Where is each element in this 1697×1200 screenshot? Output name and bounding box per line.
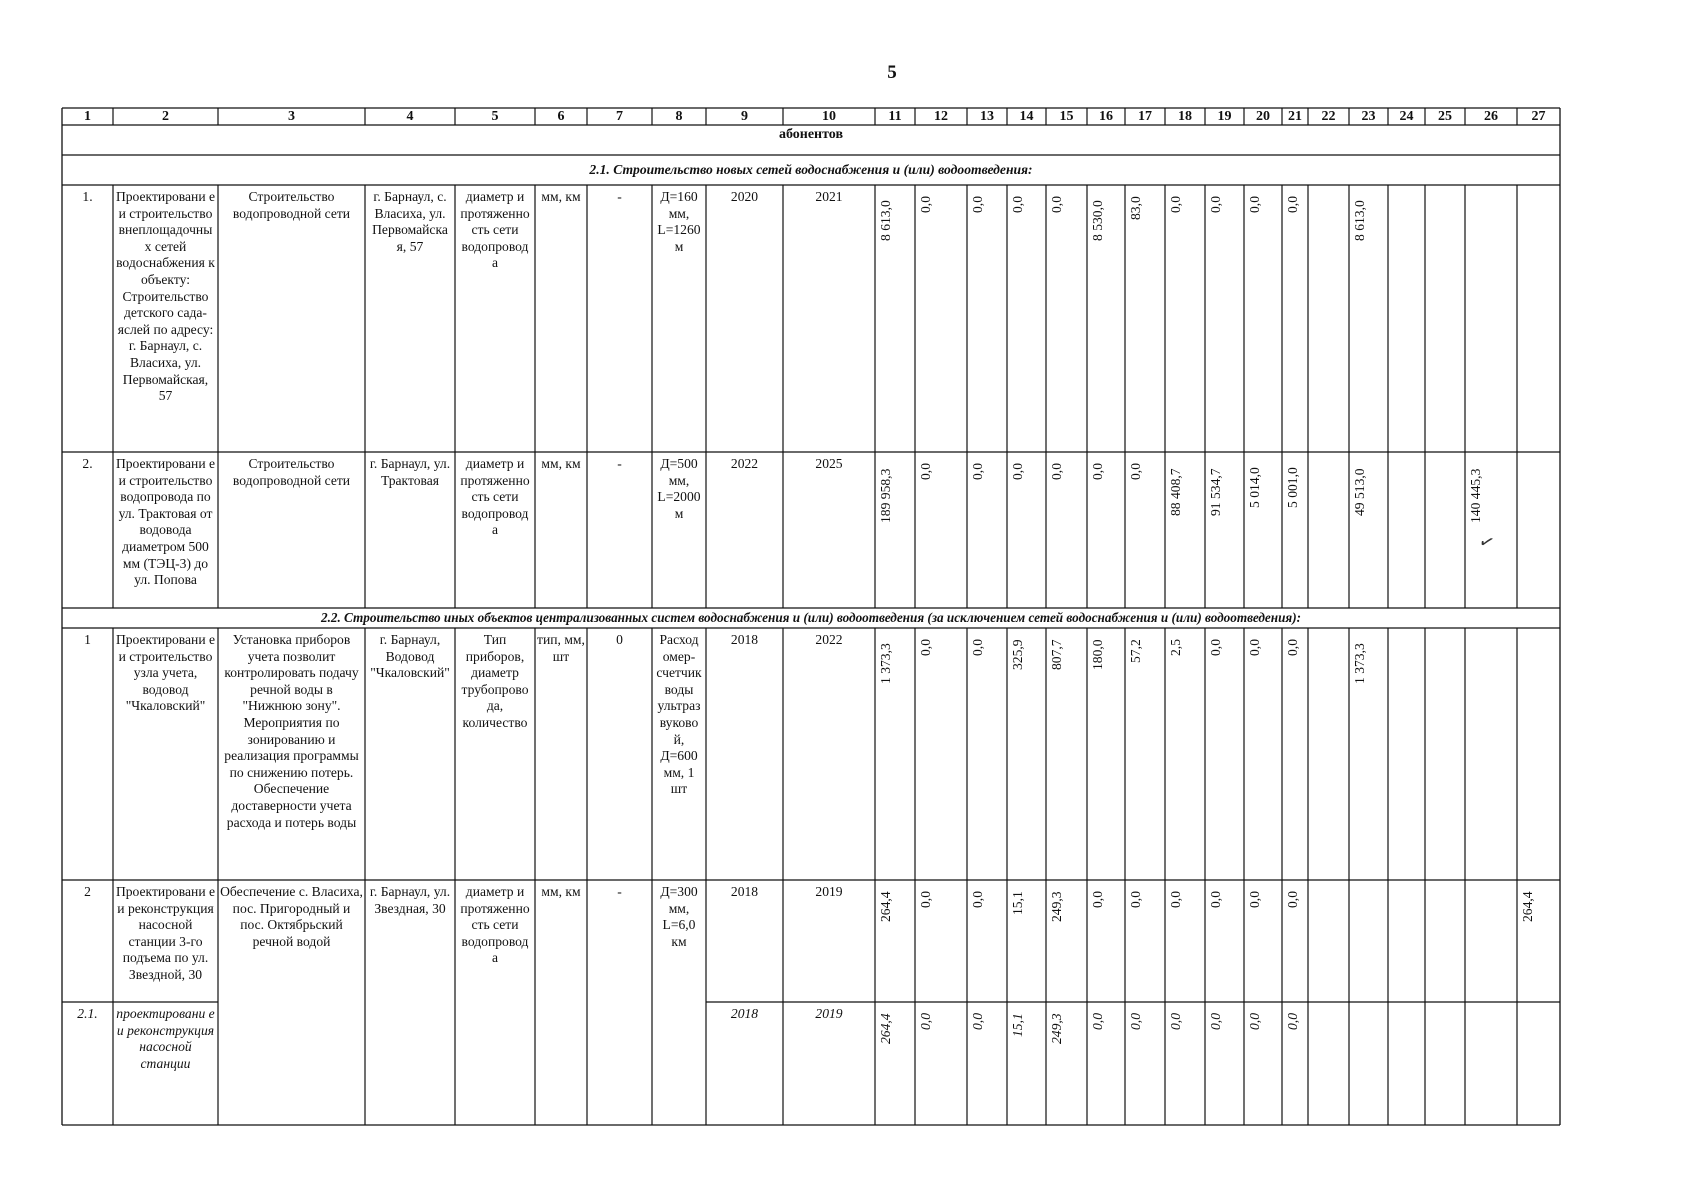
- cell-value-col-23: 8 613,0: [1352, 200, 1367, 242]
- cell-value-col-17: 0,0: [1128, 462, 1143, 480]
- cell-unit: мм, км: [541, 884, 581, 899]
- cell-c8: Д=500 мм, L=2000 м: [657, 456, 701, 521]
- cell-value-col-18: 0,0: [1168, 1012, 1183, 1030]
- cell-value-col-12: 0,0: [918, 638, 933, 656]
- cell-value-col-11: 189 958,3: [878, 468, 893, 523]
- cell-value-col-21: 5 001,0: [1285, 467, 1300, 509]
- column-number-header: 3: [288, 109, 295, 124]
- check-mark: ✓: [1476, 530, 1498, 555]
- cell-value-col-18: 2,5: [1168, 638, 1183, 656]
- column-number-header: 15: [1059, 109, 1074, 124]
- cell-start: 2018: [730, 884, 759, 899]
- cell-name: Проектировани е и реконструкция насосной станции 3-го подъема по ул. Звездной, 30: [115, 884, 216, 982]
- column-number-header: 12: [934, 109, 948, 124]
- cell-value-col-14: 15,1: [1010, 891, 1025, 915]
- cell-num: 1.: [82, 189, 93, 204]
- cell-value-col-11: 1 373,3: [878, 643, 893, 685]
- cell-c8: Расход омер-счетчик воды ультраз вуково й, Д=600 мм, 1 шт: [656, 632, 702, 797]
- column-number-header: 7: [616, 109, 623, 124]
- cell-value-col-20: 0,0: [1247, 890, 1262, 908]
- cell-purpose: Строительство водопроводной сети: [232, 189, 351, 221]
- cell-location: г. Барнаул, ул. Трактовая: [369, 456, 451, 488]
- cell-end: 2022: [815, 632, 843, 647]
- cell-c8: Д=300 мм, L=6,0 км: [660, 884, 698, 949]
- cell-value-col-20: 5 014,0: [1247, 467, 1262, 509]
- column-number-header: 10: [822, 109, 836, 124]
- cell-value-col-11: 8 613,0: [878, 200, 893, 242]
- column-number-header: 22: [1321, 109, 1336, 124]
- cell-value-col-17: 57,2: [1128, 639, 1143, 663]
- column-number-header: 16: [1099, 109, 1113, 124]
- cell-value-col-13: 0,0: [970, 890, 985, 908]
- cell-purpose: Строительство водопроводной сети: [232, 456, 351, 488]
- cell-unit: тип, мм, шт: [537, 632, 585, 664]
- cell-value-col-12: 0,0: [918, 1012, 933, 1030]
- cell-value-col-16: 0,0: [1090, 1012, 1105, 1030]
- cell-value-col-23: 49 513,0: [1352, 468, 1367, 516]
- column-number-header: 1: [84, 109, 91, 124]
- column-number-header: 26: [1484, 109, 1498, 124]
- cell-param: диаметр и протяженно сть сети водопровод а: [460, 189, 530, 271]
- cell-value-col-27: 264,4: [1520, 891, 1535, 922]
- section-heading-2-2: 2.2. Строительство иных объектов централизованных систем водоснабжения и (или) водоотведения (за исключением сетей водоснабжения и (или) водоотведения):: [320, 610, 1302, 625]
- cell-c7: 0: [616, 632, 623, 647]
- cell-unit: мм, км: [541, 456, 581, 471]
- column-number-header: 23: [1361, 109, 1376, 124]
- cell-value-col-19: 0,0: [1208, 1012, 1223, 1030]
- column-number-header: 18: [1178, 109, 1192, 124]
- cell-value-col-20: 0,0: [1247, 195, 1262, 213]
- cell-value-col-11: 264,4: [878, 1013, 893, 1044]
- cell-value-col-17: 83,0: [1128, 196, 1143, 220]
- cell-param: диаметр и протяженно сть сети водопровод а: [460, 884, 530, 966]
- cell-value-col-16: 180,0: [1090, 639, 1105, 670]
- cell-location: г. Барнаул, Водовод "Чкаловский": [370, 632, 450, 681]
- column-number-header: 20: [1256, 109, 1270, 124]
- column-number-header: 21: [1288, 109, 1302, 124]
- cell-value-col-14: 0,0: [1010, 195, 1025, 213]
- cell-c7: -: [617, 884, 622, 899]
- cell-value-col-16: 0,0: [1090, 890, 1105, 908]
- cell-location: г. Барнаул, с. Власиха, ул. Первомайска я, 57: [372, 189, 448, 254]
- column-number-header: 5: [491, 109, 499, 124]
- cell-location: г. Барнаул, ул. Звездная, 30: [369, 884, 451, 916]
- cell-name: Проектировани е и строительство водопровода по ул. Трактовая от водовода диаметром 500 мм (ТЭЦ-3) до ул. Попова: [115, 456, 216, 588]
- cell-value-col-21: 0,0: [1285, 638, 1300, 656]
- cell-end: 2021: [815, 189, 843, 204]
- column-number-header: 8: [675, 109, 683, 124]
- cell-c7: -: [617, 456, 622, 471]
- cell-value-col-13: 0,0: [970, 1012, 985, 1030]
- cell-num: 2: [84, 884, 91, 899]
- cell-value-col-12: 0,0: [918, 462, 933, 480]
- cell-value-col-15: 807,7: [1049, 639, 1064, 670]
- cell-end: 2025: [815, 456, 843, 471]
- cell-purpose: Обеспечение с. Власиха, пос. Пригородный и пос. Октябрьский речной водой: [220, 884, 363, 949]
- column-number-header: 19: [1217, 109, 1232, 124]
- cell-value-col-13: 0,0: [970, 462, 985, 480]
- column-number-header: 4: [406, 109, 414, 124]
- cell-value-col-12: 0,0: [918, 195, 933, 213]
- cell-value-col-19: 91 534,7: [1208, 468, 1223, 516]
- cell-value-col-20: 0,0: [1247, 638, 1262, 656]
- cell-value-col-13: 0,0: [970, 195, 985, 213]
- column-number-header: 25: [1438, 109, 1452, 124]
- cell-value-col-16: 0,0: [1090, 462, 1105, 480]
- cell-name: проектировани е и реконструкция насосной станции: [116, 1006, 215, 1071]
- cell-end: 2019: [815, 884, 843, 899]
- cell-start: 2018: [730, 1006, 759, 1021]
- cell-value-col-21: 0,0: [1285, 1012, 1300, 1030]
- column-number-header: 6: [557, 109, 565, 124]
- cell-value-col-11: 264,4: [878, 891, 893, 922]
- cell-value-col-15: 249,3: [1049, 891, 1064, 922]
- cell-value-col-18: 88 408,7: [1168, 468, 1183, 516]
- cell-name: Проектировани е и строительство внеплощадочны х сетей водоснабжения к объекту: Строительство детского сада-яслей по адресу: г. Барнаул, с. Власиха, ул. Первомайская, 57: [115, 189, 216, 404]
- cell-start: 2018: [730, 632, 759, 647]
- cell-value-col-14: 0,0: [1010, 462, 1025, 480]
- cell-end: 2019: [815, 1006, 843, 1021]
- cell-value-col-20: 0,0: [1247, 1012, 1262, 1030]
- cell-value-col-12: 0,0: [918, 890, 933, 908]
- column-number-header: 17: [1138, 109, 1152, 124]
- cell-value-col-15: 0,0: [1049, 195, 1064, 213]
- column-number-header: 13: [980, 109, 994, 124]
- cell-num: 2.1.: [77, 1006, 98, 1021]
- column-number-header: 24: [1399, 109, 1414, 124]
- page-number: 5: [887, 62, 897, 83]
- cell-purpose: Установка приборов учета позволит контролировать подачу речной воды в "Нижнюю зону". Мероприятия по зонированию и реализация программы по снижению потерь. Обеспечение доставерности учета расхода и потерь воды: [224, 632, 359, 830]
- column-number-header: 11: [888, 109, 902, 124]
- cell-c8: Д=160 мм, L=1260 м: [657, 189, 701, 254]
- column-number-header: 14: [1019, 109, 1034, 124]
- column-number-header: 27: [1531, 109, 1546, 124]
- cell-param: Тип приборов, диаметр трубопрово да, количество: [461, 632, 529, 730]
- section-heading-2-1: 2.1. Строительство новых сетей водоснабжения и (или) водоотведения:: [589, 162, 1033, 177]
- cell-c7: -: [617, 189, 622, 204]
- cell-unit: мм, км: [541, 189, 581, 204]
- cell-value-col-19: 0,0: [1208, 638, 1223, 656]
- cell-value-col-15: 249,3: [1049, 1013, 1064, 1044]
- cell-value-col-19: 0,0: [1208, 890, 1223, 908]
- cell-value-col-17: 0,0: [1128, 890, 1143, 908]
- cell-value-col-14: 325,9: [1010, 639, 1025, 670]
- cell-value-col-21: 0,0: [1285, 195, 1300, 213]
- cell-param: диаметр и протяженно сть сети водопровод а: [460, 456, 530, 538]
- cell-value-col-13: 0,0: [970, 638, 985, 656]
- cell-num: 2.: [82, 456, 93, 471]
- cell-value-col-26: 140 445,3: [1468, 468, 1483, 523]
- cell-value-col-18: 0,0: [1168, 195, 1183, 213]
- cell-value-col-19: 0,0: [1208, 195, 1223, 213]
- cell-value-col-23: 1 373,3: [1352, 643, 1367, 685]
- cell-value-col-15: 0,0: [1049, 462, 1064, 480]
- cell-name: Проектировани е и строительство узла учета, водовод "Чкаловский": [115, 632, 216, 714]
- cell-start: 2022: [730, 456, 759, 471]
- cell-value-col-14: 15,1: [1010, 1013, 1025, 1037]
- column-number-header: 2: [162, 109, 169, 124]
- cell-value-col-16: 8 530,0: [1090, 200, 1105, 242]
- column-number-header: 9: [741, 109, 748, 124]
- header-continuation: абонентов: [778, 127, 844, 142]
- cell-value-col-18: 0,0: [1168, 890, 1183, 908]
- cell-num: 1: [84, 632, 91, 647]
- cell-value-col-17: 0,0: [1128, 1012, 1143, 1030]
- cell-value-col-21: 0,0: [1285, 890, 1300, 908]
- cell-start: 2020: [730, 189, 759, 204]
